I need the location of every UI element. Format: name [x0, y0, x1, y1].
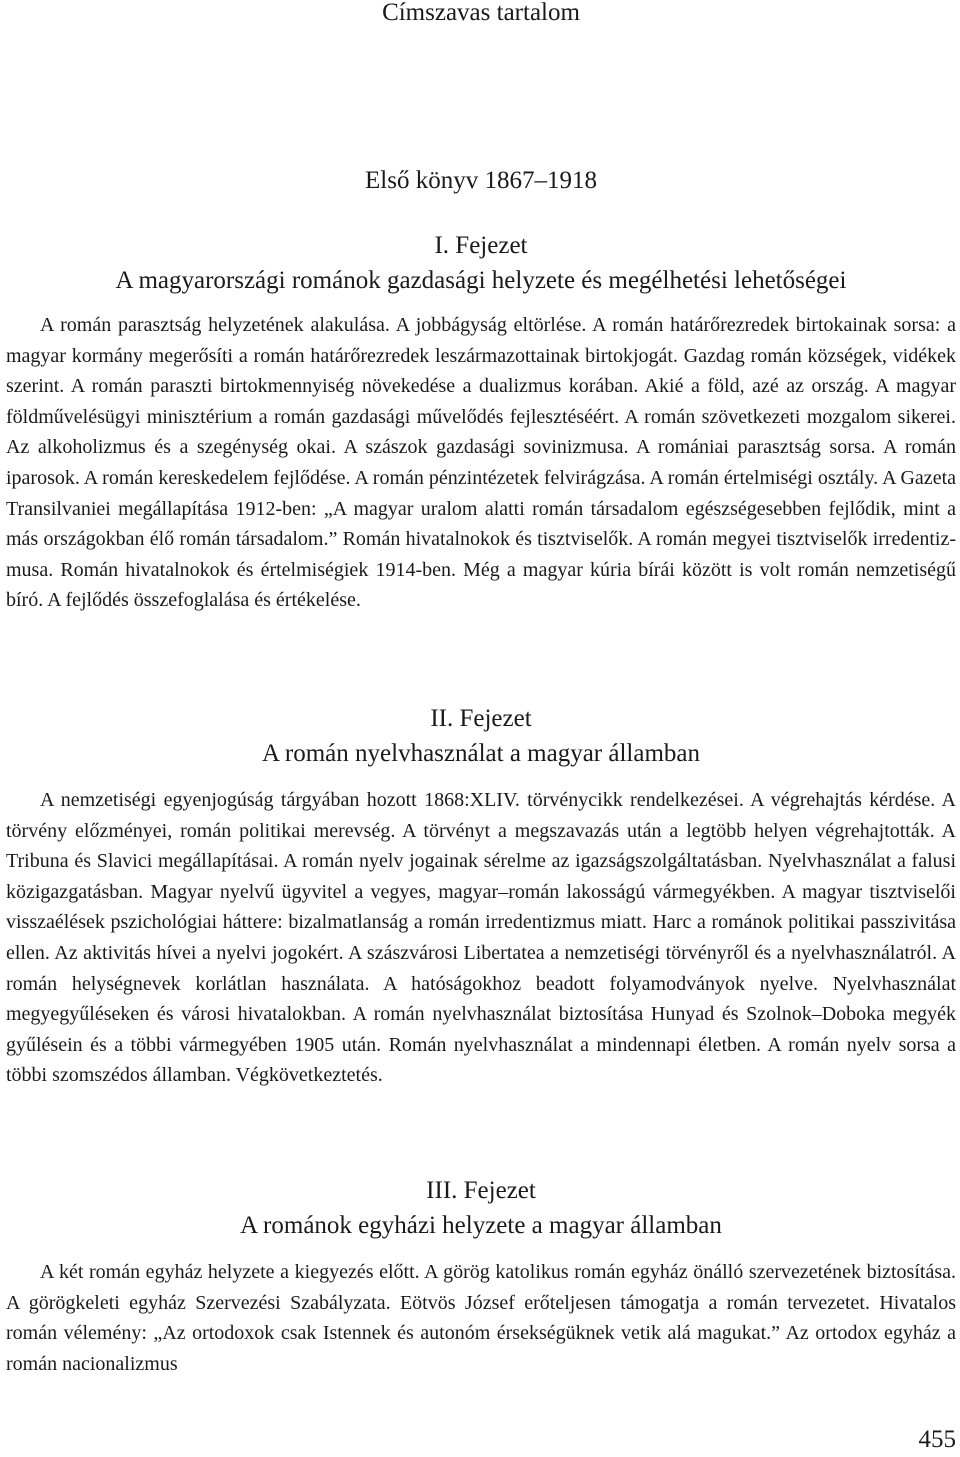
book-title: Első könyv 1867–1918 [365, 167, 597, 194]
chapter-number: II. Fejezet [430, 705, 532, 732]
chapter-number: III. Fejezet [426, 1177, 536, 1204]
chapter-number: I. Fejezet [434, 232, 528, 259]
chapter-title: A magyarországi románok gazdasági helyzete és megélhetési lehetőségei [115, 267, 847, 294]
chapter-heading [6, 701, 956, 771]
page-number: 455 [918, 1426, 956, 1453]
chapter-title: A román nyelvhasználat a magyar államban [261, 740, 701, 767]
chapter-summary: A két román egyház helyzete a kiegyezés előtt. A görög katolikus román egyház önálló szervezetének biztosítása. A görögkeleti egyház Szervezési Szabályzata. Eötvös József erőteljesen támogatja a román tervezetet. Hivatalos román vélemény: „Az ortodoxok csak Istennek és autonóm érsekségüknek vetik alá magukat.” Az ortodox egyház a román nacionalizmus [6, 1261, 956, 1375]
chapter-heading [6, 1173, 956, 1243]
book-page [6, 0, 956, 1457]
chapter-summary: A nemzetiségi egyenjogúság tárgyában hozott 1868:XLIV. törvénycikk rendelkezései. A végrehajtás kérdése. A törvény előzményei, román politikai merevség. A törvényt a megszavazás után a legtöbb helyen végrehajtották. A Tribuna és Slavici megállapításai. A román nyelv jogainak sérelme az igazságszolgáltatásban. Nyelvhasználat a falusi közigazgatásban. Magyar nyelvű ügyvitel a vegyes, magyar–román lakosságú vármegyékben. A magyar tisztviselői visszaélések pszichológiai háttere: bizalmatlanság a román irredentizmus miatt. Harc a románok politikai passzivitása ellen. Az aktivitás hívei a nyelvi jogokért. A szászvárosi Libertatea a nemzetiségi törvényről és a nyelvhasználatról. A román helységnevek korlátlan használata. A hatóságokhoz beadott folyamodványok nyelve. Nyelvhasználat megyegyűléseken és városi hivatalokban. A román nyelvhasználat biztosítása Hunyad és Szolnok–Doboka megyék gyűlésein és a többi vármegyében 1905 után. Román nyelvhasználat a mindennapi életben. A román nyelv sorsa a többi szomszédos államban. Végkövetkeztetés. [6, 789, 956, 1087]
chapter-summary: A román parasztság helyzetének alakulása. A jobbágyság eltörlése. A román határőrezredek birtokainak sorsa: a magyar kormány megerősíti a román határőrezredek leszármazottainak birtokjogát. Gazdag román községek, vidékek szerint. A román paraszti birtokmennyiség növekedése a dualizmus korában. Akié a föld, azé az ország. A magyar földművelésügyi minisztérium a román gazdasági művelődés fejlesztéséért. A román szövetkezeti mozgalom sikerei. Az alkoholizmus és a szegénység okai. A szászok gazdasági sovinizmusa. A romániai parasztság sorsa. A román iparosok. A román kereskedelem fejlődése. A román pénzintézetek felvirágzása. A román értelmiségi osztály. A Gazeta Transilvaniei megállapítása 1912-ben: „A magyar uralom alatti román társadalom egészségesebben fejlődik, mint a más országokban élő román társadalom.” Román hivatalnokok és tisztviselők. A román megyei tisztviselők irredentizmusa. Román hivatalnokok és értelmiségiek 1914-ben. Még a magyar kúria bírái között is volt román nemzetiségű bíró. A fejlődés összefoglalása és értékelése. [6, 314, 956, 612]
chapter-title: A románok egyházi helyzete a magyar államban [240, 1212, 722, 1239]
running-title: Címszavas tartalom [382, 0, 580, 26]
chapter-heading [6, 228, 956, 298]
